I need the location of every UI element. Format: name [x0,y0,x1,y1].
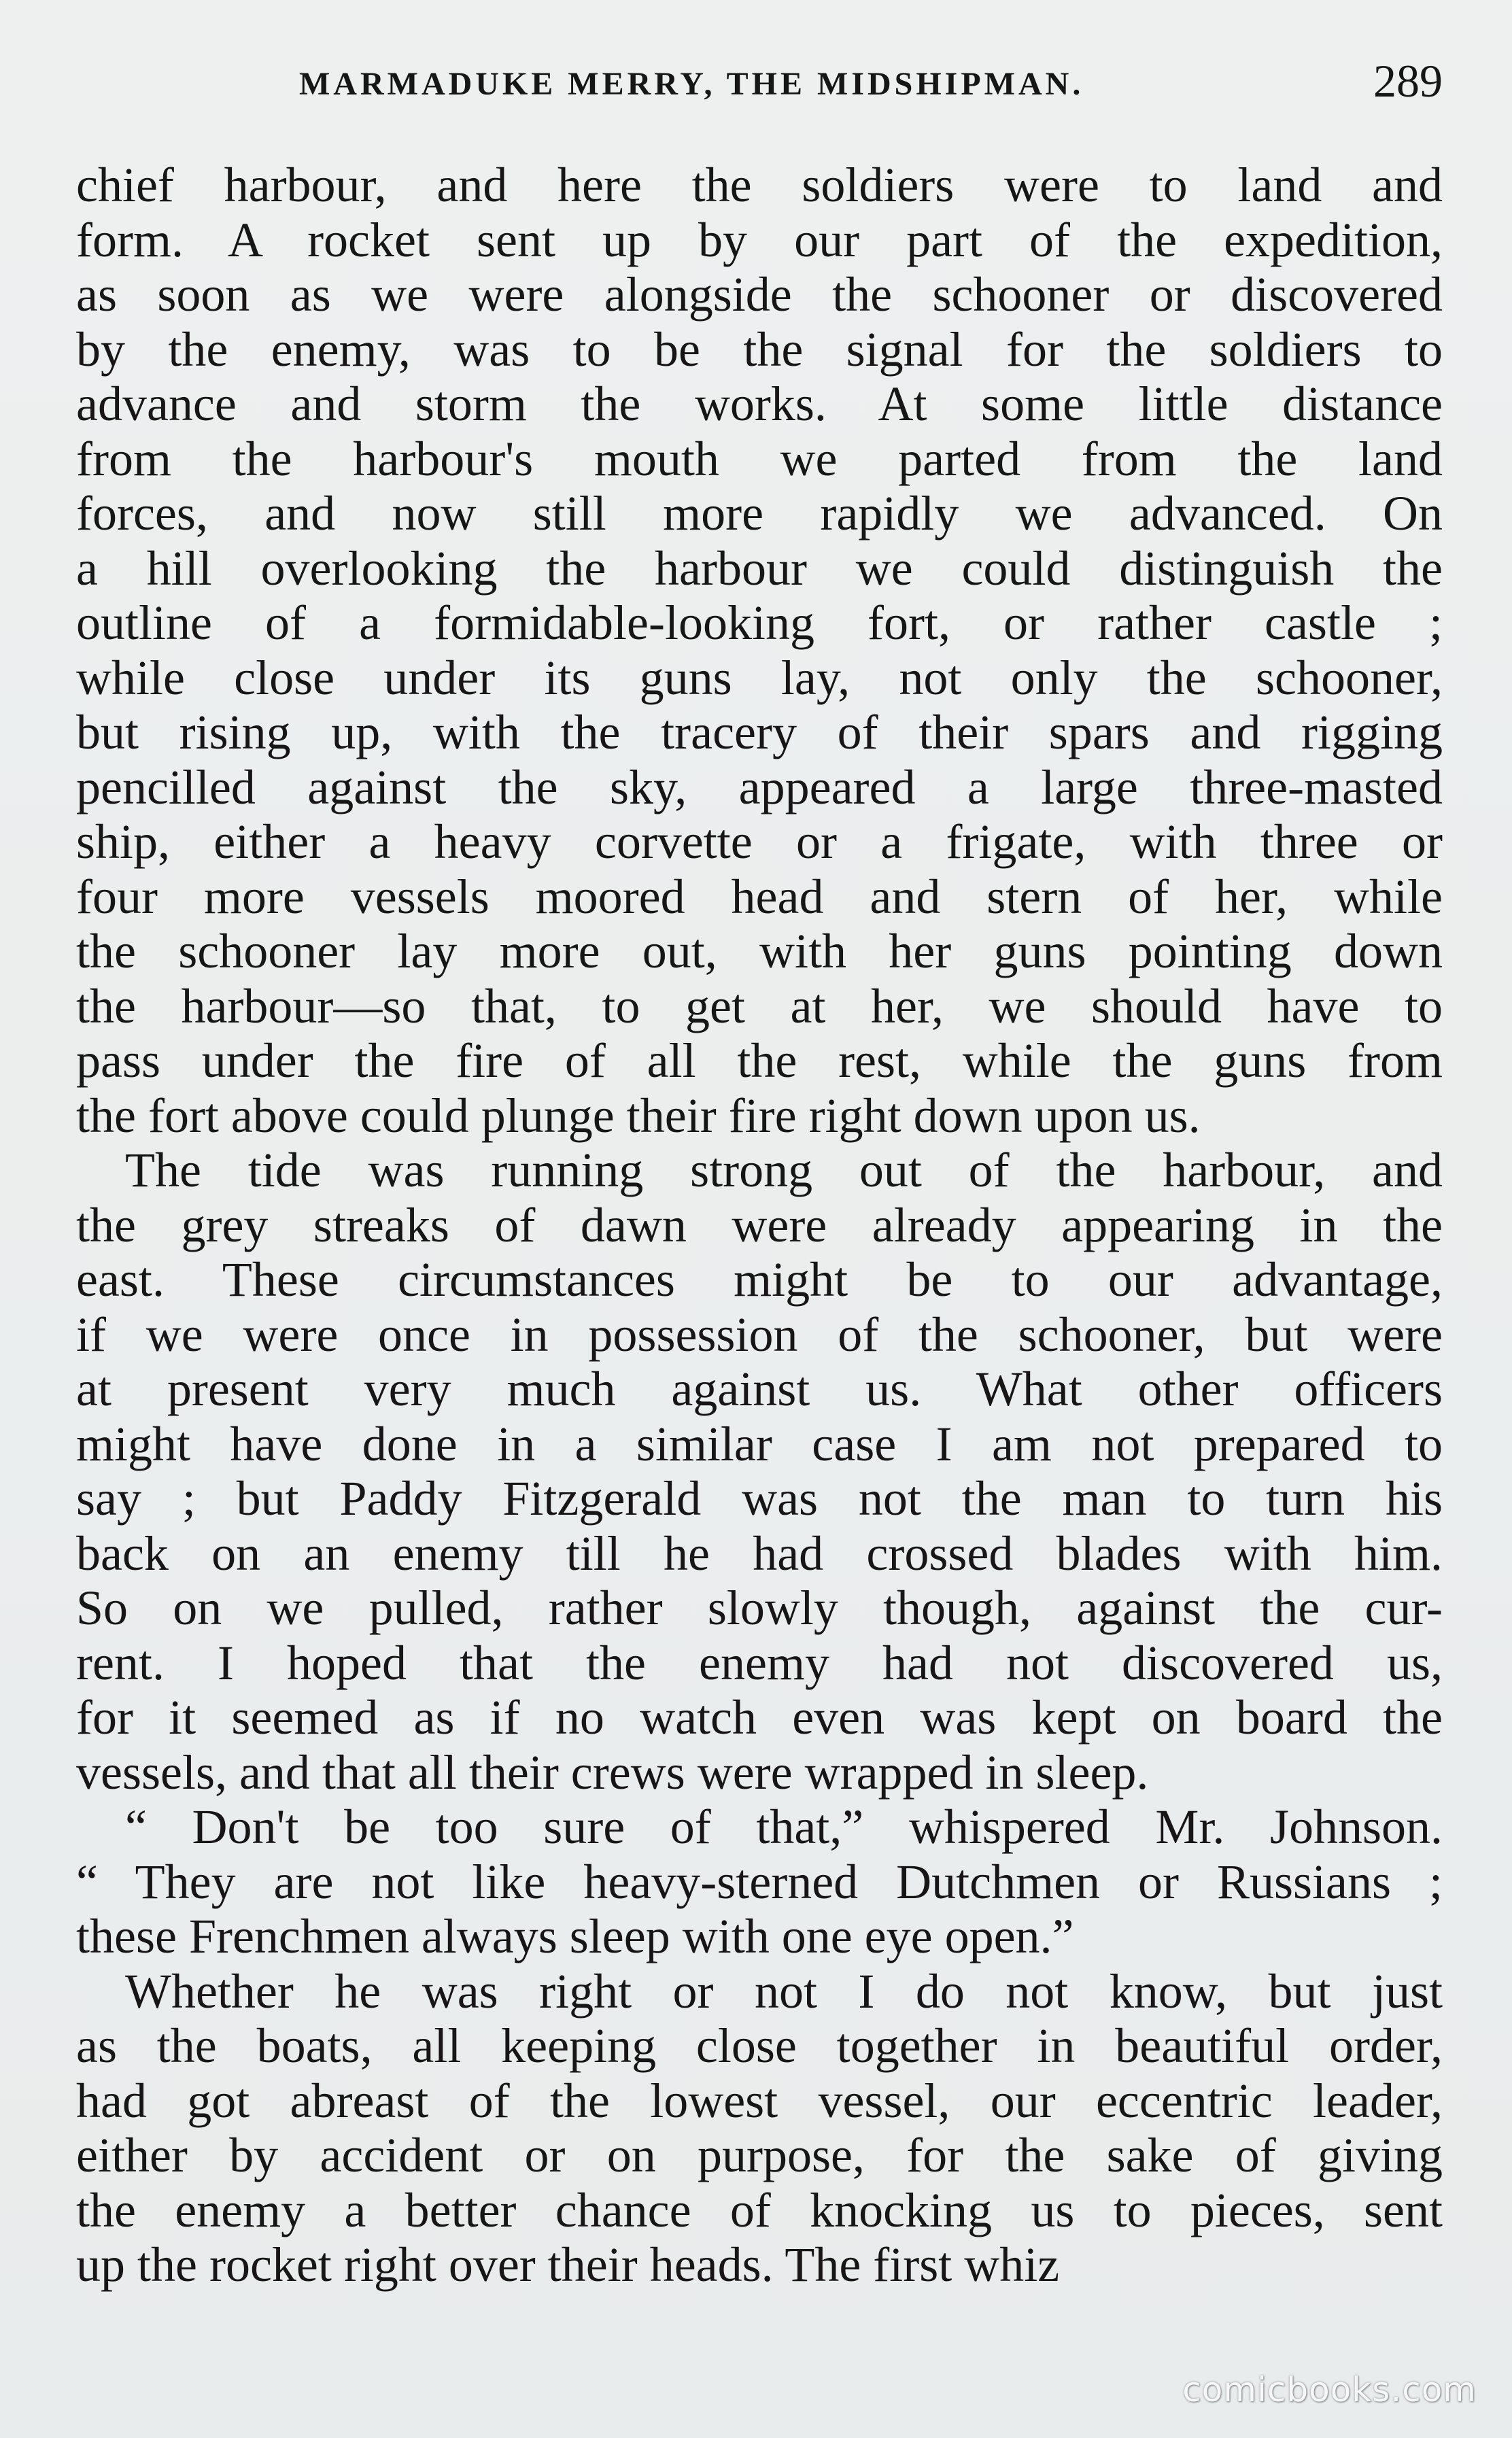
page-number: 289 [1373,55,1443,107]
text-line: for it seemed as if no watch even was kept on board the [76,1690,1443,1745]
text-line: rent. I hoped that the enemy had not discovered us, [76,1635,1443,1690]
text-line: the schooner lay more out, with her guns pointing down [76,924,1443,978]
text-line: “ They are not like heavy-sterned Dutchmen or Russians ; [76,1854,1443,1909]
paragraph [76,1964,1443,2293]
text-line: the enemy a better chance of knocking us to pieces, sent [76,2182,1443,2237]
text-line: but rising up, with the tracery of their spars and rigging [76,705,1443,759]
text-line: a hill overlooking the harbour we could distinguish the [76,540,1443,596]
text-line: pass under the fire of all the rest, while the guns from [76,1033,1443,1088]
text-line: as soon as we were alongside the schooner or discovered [76,267,1443,322]
text-line: the harbour—so that, to get at her, we should have to [76,978,1443,1033]
text-line: at present very much against us. What other officers [76,1362,1443,1416]
running-head [82,53,1449,114]
text-line: “ Don't be too sure of that,” whispered Mr. Johnson. [125,1800,1443,1854]
text-line: ship, either a heavy corvette or a frigate, with three or [76,814,1443,869]
text-line: east. These circumstances might be to our advantage, [76,1252,1443,1307]
text-line: the fort above could plunge their fire right down upon us. [76,1088,1201,1143]
text-line: up the rocket right over their heads. The first whiz [76,2237,1060,2292]
text-line: form. A rocket sent up by our part of the expedition, [76,212,1443,267]
text-line: pencilled against the sky, appeared a large three-masted [76,759,1443,814]
text-line: The tide was running strong out of the harbour, and [125,1143,1443,1197]
body-text [76,158,1443,2293]
text-line: the grey streaks of dawn were already appearing in the [76,1197,1443,1252]
text-line: might have done in a similar case I am not prepared to [76,1416,1443,1471]
text-line: four more vessels moored head and stern of her, while [76,869,1443,924]
text-line: Whether he was right or not I do not know, but just [125,1963,1443,2019]
paragraph [76,158,1443,1143]
text-line: if we were once in possession of the schooner, but were [76,1307,1443,1362]
text-line: advance and storm the works. At some little distance [76,377,1443,431]
text-line: say ; but Paddy Fitzgerald was not the man to turn his [76,1471,1443,1526]
text-line: had got abreast of the lowest vessel, our eccentric leader, [76,2073,1443,2128]
paragraph [76,1800,1443,1964]
text-line: as the boats, all keeping close together in beautiful order, [76,2019,1443,2073]
text-line: chief harbour, and here the soldiers were to land and [76,158,1443,212]
text-line: forces, and now still more rapidly we advanced. On [76,486,1443,540]
text-line: outline of a formidable-looking fort, or rather castle ; [76,596,1443,650]
text-line: back on an enemy till he had crossed blades with him. [76,1526,1443,1581]
text-line: these Frenchmen always sleep with one eye open.” [76,1909,1074,1963]
text-line: from the harbour's mouth we parted from the land [76,431,1443,486]
paragraph [76,1143,1443,1800]
text-line: either by accident or on purpose, for the sake of giving [76,2128,1443,2182]
text-line: while close under its guns lay, not only the schooner, [76,650,1443,705]
running-title: MARMADUKE MERRY, THE MIDSHIPMAN. [299,66,1084,102]
text-line: vessels, and that all their crews were wrapped in sleep. [76,1745,1149,1800]
text-line: So on we pulled, rather slowly though, against the cur- [76,1581,1443,1635]
text-line: by the enemy, was to be the signal for the soldiers to [76,322,1443,377]
watermark: comicbooks.com [1182,2370,1477,2409]
